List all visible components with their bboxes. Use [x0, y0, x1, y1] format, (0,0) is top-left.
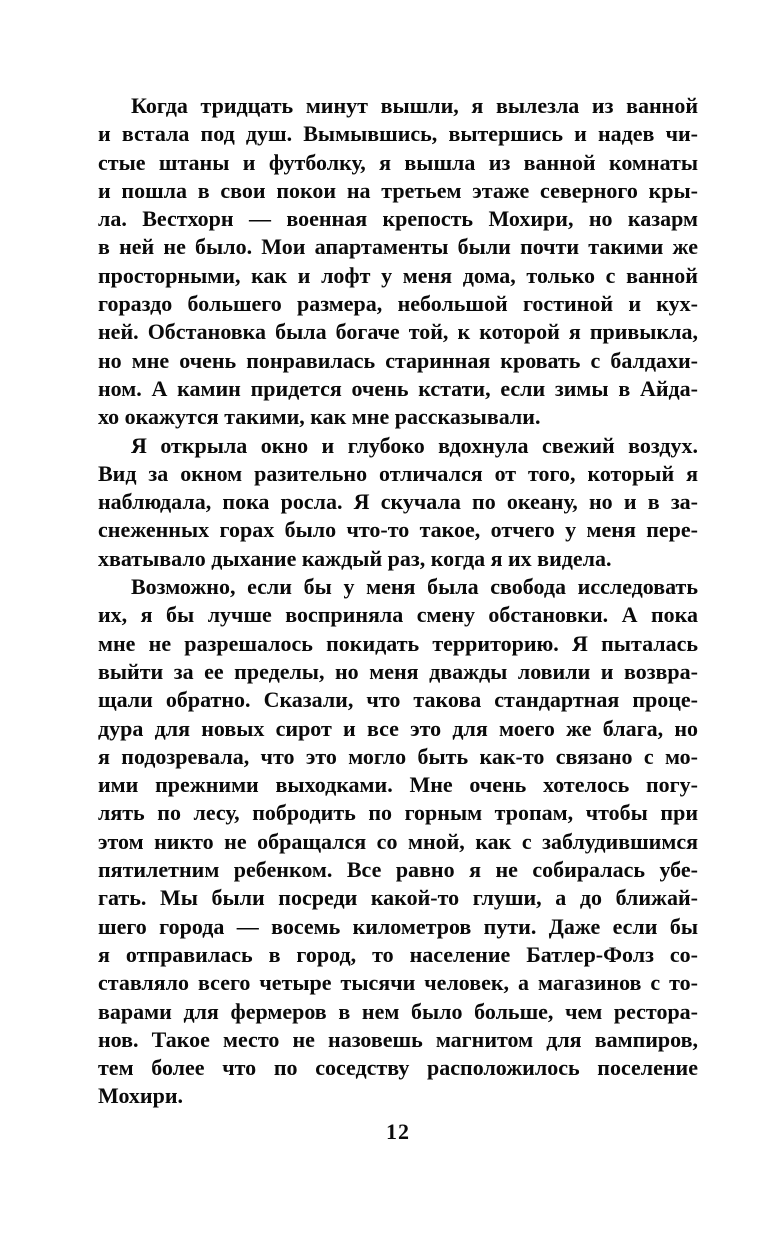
text-line: Возможно, если бы у меня была свобода исследовать [131, 574, 698, 600]
text-line: тем более что по соседству расположилось поселение [98, 1055, 698, 1081]
text-line: хватывало дыхание каждый раз, когда я их видела. [98, 545, 612, 571]
text-line: хо окажутся такими, как мне рассказывали. [98, 404, 541, 430]
text-line: гать. Мы были посреди какой-то глуши, а до ближай- [98, 885, 698, 911]
text-line: Вид за окном разительно отличался от того, который я [98, 460, 698, 486]
paragraph [98, 432, 698, 573]
text-line: нов. Такое место не назовешь магнитом для вампиров, [98, 1026, 698, 1052]
text-line: наблюдала, пока росла. Я скучала по океану, но и в за- [98, 489, 698, 515]
text-line: Мохири. [98, 1083, 184, 1109]
text-line: ставляло всего четыре тысячи человек, а магазинов с то- [98, 970, 698, 996]
text-line: щали обратно. Сказали, что такова стандартная проце- [98, 687, 698, 713]
paragraph [98, 92, 698, 432]
text-line: Когда тридцать минут вышли, я вылезла из ванной [131, 93, 698, 118]
text-line: ими прежними выходками. Мне очень хотелось погу- [98, 772, 698, 798]
text-line: и встала под душ. Вымывшись, вытершись и надев чи- [98, 121, 698, 147]
page-number: 12 [386, 1119, 410, 1144]
text-line: я подозревала, что это могло быть как-то связано с мо- [98, 743, 698, 769]
text-line: выйти за ее пределы, но меня дважды ловили и возвра- [98, 658, 698, 684]
body-text [98, 92, 698, 1111]
text-line: шего города — восемь километров пути. Даже если бы [98, 913, 698, 939]
text-line: дура для новых сирот и все это для моего же блага, но [98, 715, 698, 741]
text-line: гораздо большего размера, небольшой гостиной и кух- [98, 291, 698, 317]
text-line: я отправилась в город, то население Батлер-Фолз со- [98, 941, 698, 967]
text-line: Я открыла окно и глубоко вдохнула свежий воздух. [131, 432, 698, 458]
text-line: просторными, как и лофт у меня дома, только с ванной [98, 262, 698, 288]
text-line: ла. Вестхорн — военная крепость Мохири, но казарм [98, 206, 698, 232]
text-line: лять по лесу, побродить по горным тропам, чтобы при [98, 800, 698, 826]
text-line: этом никто не обращался со мной, как с заблудившимся [98, 828, 698, 854]
text-line: стые штаны и футболку, я вышла из ванной комнаты [98, 149, 698, 175]
text-line: ном. А камин придется очень кстати, если зимы в Айда- [98, 375, 698, 401]
text-line: варами для фермеров в нем было больше, чем рестора- [98, 998, 698, 1024]
text-line: в ней не было. Мои апартаменты были почти такими же [98, 234, 698, 260]
text-line: их, я бы лучше восприняла смену обстановки. А пока [98, 602, 698, 628]
text-line: пятилетним ребенком. Все равно я не собиралась убе- [98, 857, 698, 883]
text-line: снеженных горах было что-то такое, отчего у меня пере- [98, 517, 698, 543]
paragraph [98, 573, 698, 1111]
text-line: ней. Обстановка была богаче той, к которой я привыкла, [98, 319, 698, 345]
text-line: мне не разрешалось покидать территорию. Я пыталась [98, 630, 698, 656]
text-line: но мне очень понравилась старинная кровать с балдахи- [98, 347, 698, 373]
text-line: и пошла в свои покои на третьем этаже северного кры- [98, 177, 698, 203]
